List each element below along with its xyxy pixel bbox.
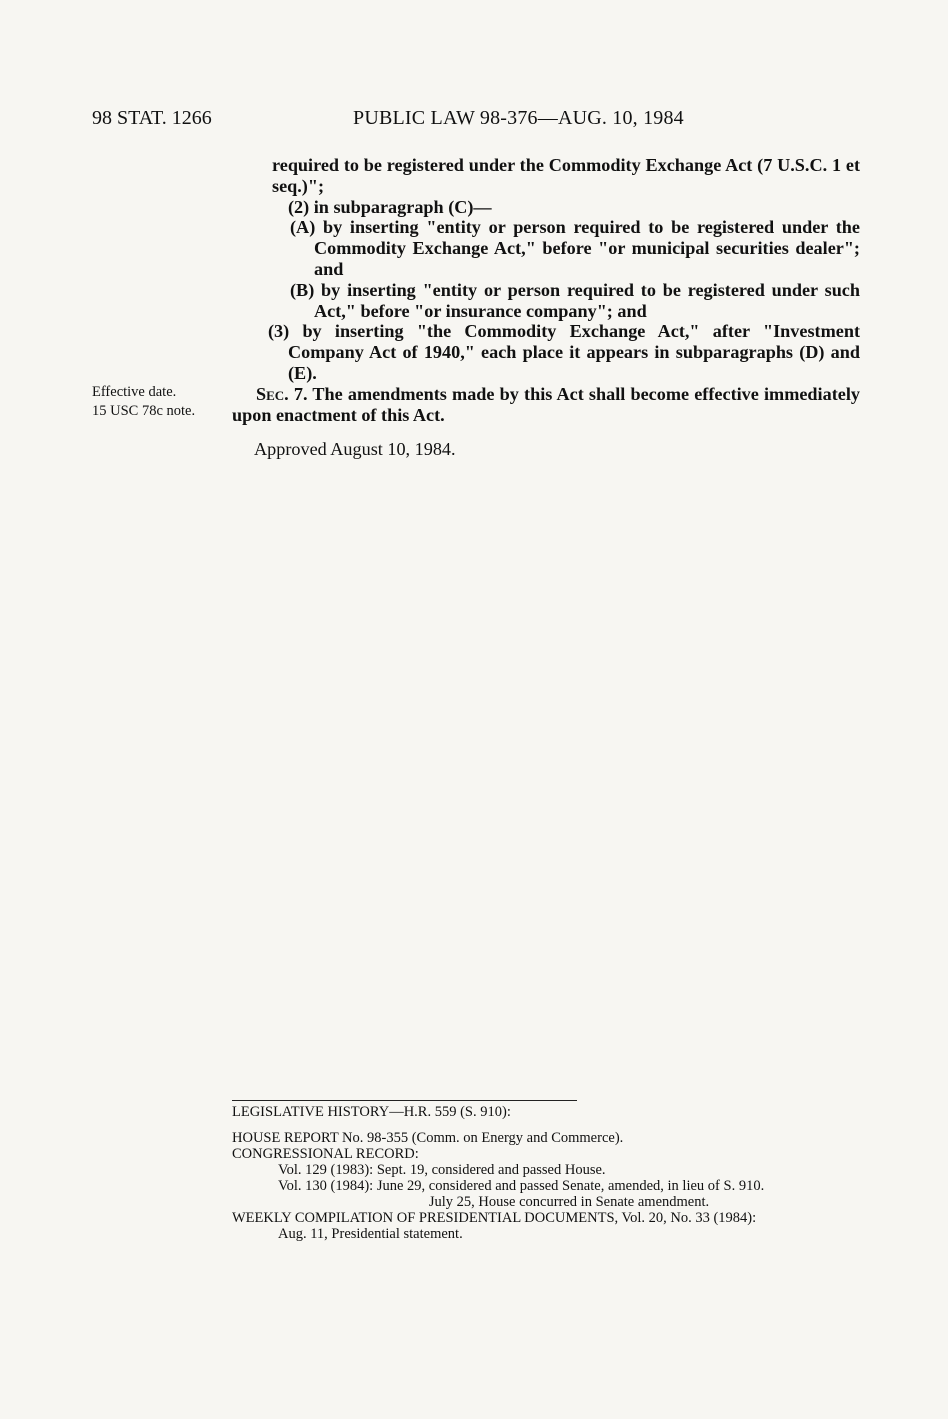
stat-page-number: 98 STAT. 1266	[92, 107, 212, 129]
margin-note-effective-date: Effective date.	[92, 384, 177, 400]
item-3: (3) by inserting "the Commodity Exchange Act," after "Investment Company Act of 1940," each place it appears in subparagraphs (D) and (E).	[268, 321, 860, 383]
legislative-history	[232, 1100, 860, 1242]
section-7	[232, 384, 860, 426]
section-7-text: The amendments made by this Act shall become effective immediately upon enactment of this Act.	[232, 383, 860, 425]
section-7-label: Sec. 7.	[256, 383, 308, 404]
item-2b: (B) by inserting "entity or person required to be registered under such Act," before "or insurance company"; and	[290, 279, 860, 321]
approval-date: Approved August 10, 1984.	[254, 439, 456, 460]
statute-body	[232, 155, 860, 460]
running-head-title: PUBLIC LAW 98-376—AUG. 10, 1984	[353, 107, 684, 129]
record-vol-129: Vol. 129 (1983): Sept. 19, considered and passed House.	[278, 1162, 606, 1178]
footer-rule	[232, 1100, 577, 1101]
legislative-history-heading: LEGISLATIVE HISTORY—H.R. 559 (S. 910):	[232, 1104, 511, 1120]
presidential-statement: Aug. 11, Presidential statement.	[278, 1226, 463, 1242]
record-july-25: July 25, House concurred in Senate amendment.	[428, 1194, 710, 1210]
item-2a: (A) by inserting "entity or person required to be registered under the Commodity Exchange Act," before "or municipal securities dealer"; and	[290, 217, 860, 279]
margin-note-usc: 15 USC 78c note.	[92, 403, 196, 419]
record-vol-130: Vol. 130 (1984): June 29, considered and passed Senate, amended, in lieu of S. 910.	[278, 1178, 765, 1194]
house-report: HOUSE REPORT No. 98-355 (Comm. on Energy and Commerce).	[232, 1130, 624, 1146]
congressional-record: CONGRESSIONAL RECORD:	[232, 1146, 419, 1162]
weekly-compilation: WEEKLY COMPILATION OF PRESIDENTIAL DOCUMENTS, Vol. 20, No. 33 (1984):	[232, 1210, 757, 1226]
continued-paragraph: required to be registered under the Commodity Exchange Act (7 U.S.C. 1 et seq.)";	[272, 155, 860, 196]
item-2: (2) in subparagraph (C)—	[288, 196, 492, 217]
